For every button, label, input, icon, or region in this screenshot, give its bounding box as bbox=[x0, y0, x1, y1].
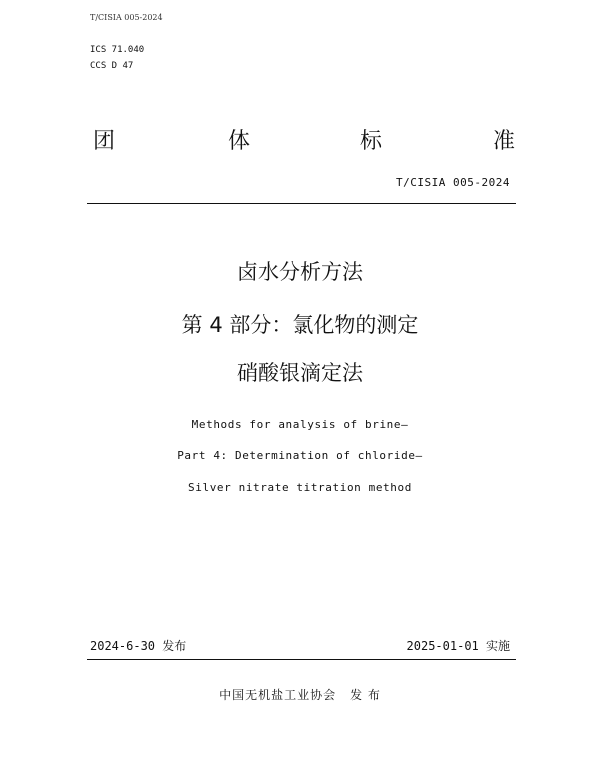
issuer-action: 发 布 bbox=[350, 688, 381, 702]
standard-number: T/CISIA 005-2024 bbox=[396, 176, 510, 189]
issuer bbox=[0, 686, 600, 703]
title-en-line3: Silver nitrate titration method bbox=[188, 481, 412, 494]
title-cn-line2: 第 4 部分：氯化物的测定 bbox=[181, 313, 419, 337]
standard-type-char-4: 准 bbox=[493, 129, 516, 154]
publish-date: 2024-6-30 发布 bbox=[90, 639, 187, 653]
bottom-divider bbox=[87, 659, 516, 660]
top-divider bbox=[87, 203, 516, 204]
title-cn-line3: 硝酸银滴定法 bbox=[237, 361, 363, 385]
standard-type-char-2: 体 bbox=[228, 129, 251, 154]
title-en-line1: Methods for analysis of brine— bbox=[191, 418, 409, 431]
ccs-code: CCS D 47 bbox=[90, 61, 134, 71]
implement-date: 2025-01-01 实施 bbox=[406, 639, 510, 653]
issuer-name: 中国无机盐工业协会 bbox=[219, 688, 337, 702]
ics-code: ICS 71.040 bbox=[90, 45, 145, 55]
title-en-line2: Part 4: Determination of chloride— bbox=[177, 449, 423, 462]
title-cn-line1: 卤水分析方法 bbox=[237, 260, 363, 284]
standard-type-char-3: 标 bbox=[360, 129, 383, 154]
header-doc-id: T/CISIA 005-2024 bbox=[90, 13, 163, 22]
standard-type-char-1: 团 bbox=[93, 129, 116, 154]
